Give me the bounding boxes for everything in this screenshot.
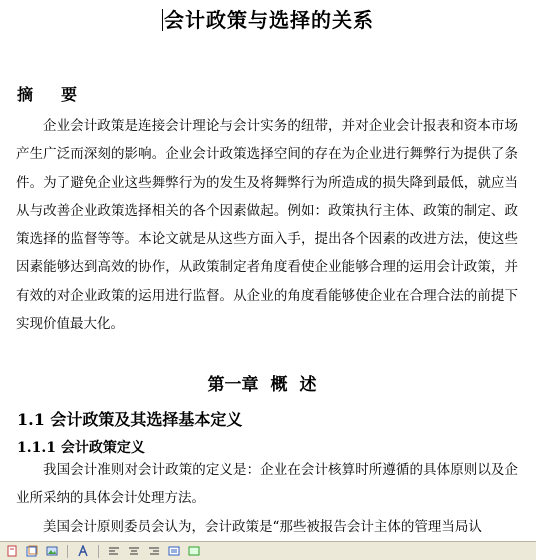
- abstract-paragraph: 企业会计政策是连接会计理论与会计实务的纽带，并对企业会计报表和资本市场产生广泛而深刻的影响。企业会计政策选择空间的存在为企业进行舞弊行为提供了条件。为了避免企业这些舞弊行为的发生及将舞弊行为所造成的损失降到最低，就应当从与改善企业政策选择相关的各个因素做起。例如：政策执行主体、政策的制定、政策选择的监督等等。本论文就是从这些方面入手，提出各个因素的改进方法，使这些因素能够达到高效的协作，从政策制定者角度看使企业能够合理的运用会计政策，并有效的对企业政策的运用进行监督。从企业的角度看能够使企业在合理合法的前提下实现价值最大化。: [16, 118, 518, 333]
- list-icon[interactable]: [166, 544, 182, 558]
- subsection-heading: 1.1.1 会计政策定义: [17, 440, 145, 456]
- font-icon[interactable]: [75, 544, 91, 558]
- chapter-title-char-2: 述: [299, 375, 317, 395]
- indent-icon[interactable]: [186, 544, 202, 558]
- image-icon[interactable]: [44, 544, 60, 558]
- chapter-heading: [0, 370, 536, 395]
- page-icon[interactable]: [24, 544, 40, 558]
- toolbar-separator: [98, 545, 99, 558]
- drawing-toolbar: [0, 541, 536, 560]
- abstract-heading-char-1: 摘: [17, 85, 34, 104]
- chapter-number: 第一章: [207, 375, 259, 395]
- section-heading: 1.1 会计政策及其选择基本定义: [17, 410, 243, 429]
- document-icon[interactable]: [4, 544, 20, 558]
- text-cursor: [162, 9, 163, 31]
- toolbar-separator: [67, 545, 68, 558]
- chapter-title-char-1: 概: [270, 375, 288, 395]
- document-title: 会计政策与选择的关系: [164, 8, 374, 32]
- align-center-icon[interactable]: [126, 544, 142, 558]
- body-paragraph-1: 我国会计准则对会计政策的定义是：企业在会计核算时所遵循的具体原则以及企业所采纳的具体会计处理方法。: [16, 462, 518, 506]
- align-left-icon[interactable]: [106, 544, 122, 558]
- align-right-icon[interactable]: [146, 544, 162, 558]
- abstract-heading-char-2: 要: [61, 85, 78, 104]
- abstract-heading: [17, 82, 105, 105]
- body-paragraph-2: 美国会计原则委员会认为，会计政策是“那些被报告会计主体的管理当局认: [43, 519, 482, 535]
